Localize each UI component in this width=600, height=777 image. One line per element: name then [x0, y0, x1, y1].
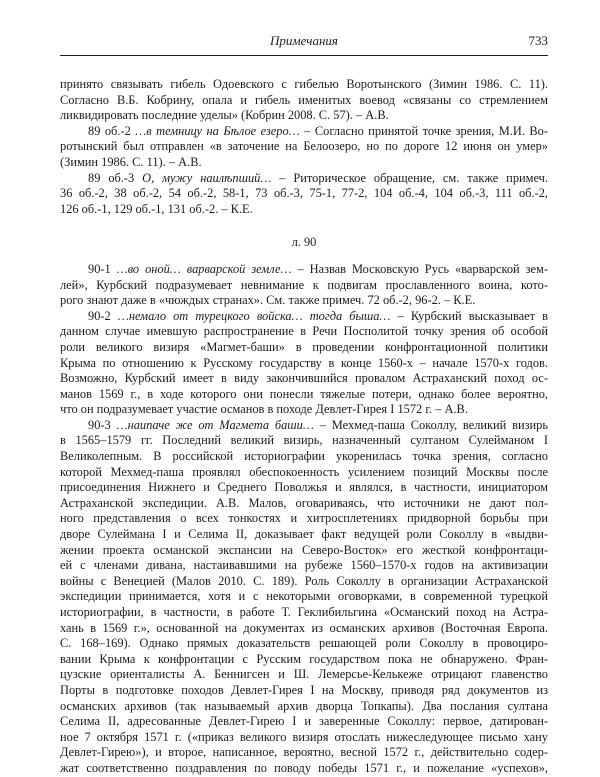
running-header-title: Примечания [270, 33, 338, 48]
text-line: ротынский был отправлен «в заточение на Белоозеро, но по дороге 12 июня он умер» [60, 139, 548, 154]
note-90-1 [60, 262, 548, 309]
text-line [60, 262, 548, 278]
note-quote: …во оной… варварской земле… [116, 261, 292, 276]
note-label: 90-2 [88, 308, 118, 323]
note-text: – Назвав Московскую Русь «варварской зем- [291, 261, 548, 276]
text-line: манов 1569 г., в ходе которого они понесли тяжелые потери, однако более вероятно, [60, 386, 548, 401]
text-line: Возможно, Курбский имеет в виду закончившийся провалом Астраханский поход ос- [60, 371, 548, 386]
note-quote: …в темницу на Бѣлое езеро… [135, 123, 300, 138]
text-line: ей с членами дивана, настаивавшими на рубеже 1560–1570-х годов на активизации [60, 558, 548, 573]
note-label: 90-1 [88, 261, 117, 276]
text-line [60, 309, 548, 325]
text-line: ное 7 октября 1571 г. («приказ великого визиря отослать нижеследующее письмо хану [60, 729, 548, 744]
text-line: Девлет-Гирею»), и второе, написанное, вероятно, весной 1572 г., действительно содер- [60, 745, 548, 760]
note-quote: О, мужу наилѣпший… [142, 170, 272, 185]
text-line: ликвидировать последние уделы» (Кобрин 2008. С. 57). – А.В. [60, 108, 389, 123]
note-quote: …наипаче же от Магмета баши… [116, 417, 314, 432]
text-line: вании Крыма к конфронтации с Русским государством пока не обнаружено. Фран- [60, 651, 548, 666]
running-header [60, 33, 548, 53]
text-line: рого знают даже в «чюждых странах». См. также примеч. 72 об.-2, 96-2. – К.Е. [60, 293, 476, 308]
text-line: Крыма по отношению к Русскому государству в конце 1560-х – начале 1570-х годов. [60, 355, 548, 370]
text-line: что он подразумевает участие османов в походе Девлет-Гирея I 1572 г. – А.В. [60, 402, 468, 417]
note-label: 90-3 [88, 417, 117, 432]
text-line: присоединения Нижнего и Среднего Поволжья и являлся, в частности, инициатором [60, 480, 548, 495]
text-line: роли великого визиря «Магмет-баши» в проведении конфронтационной политики [60, 339, 548, 354]
text-line: Селима II, адресованные Девлет-Гирею I и заверенные Соколлу: первое, датирован- [60, 714, 548, 729]
note-90-3 [60, 418, 548, 777]
text-line: османских архивов (так называемый архив дворца Топкапы). Два послания султана [60, 698, 548, 713]
header-rule [60, 55, 548, 56]
text-line: войны с Венецией (Малов 2010. С. 189). Роль Соколлу в организации Астраханской [60, 573, 548, 588]
text-line: экспедиции принимается, хотя и с некоторыми оговорками, в современной турецкой [60, 589, 548, 604]
text-line: жении проекта османской экспансии на Северо-Восток» его жесткой конфронтаци- [60, 542, 548, 557]
text-line: С. 168–169). Однако прямых доказательств решающей роли Соколлу в провоциро- [60, 636, 548, 651]
note-90-2 [60, 309, 548, 418]
note-89-2 [60, 124, 548, 171]
note-text: – Курбский высказывает в [390, 308, 549, 323]
text-line: в 1565–1579 гг. Последний великий визирь, назначенный султаном Сулейманом I [60, 433, 548, 448]
text-line: данном случае имевшую распространение в Речи Посполитой точку зрения об особой [60, 324, 548, 339]
text-line: жат соответственно поздравления по поводу победы 1571 г., и пожелание «успехов», [60, 760, 548, 775]
text-line: принято связывать гибель Одоевского с гибелью Воротынского (Зимин 1986. С. 11). [60, 77, 548, 91]
text-line: которой Мехмед-паша проявлял обеспокоенность усилением позиций Москвы после [60, 464, 548, 479]
text-line: историографии, в частности, в работе Т. Геклибильгина «Османский поход на Астра- [60, 605, 548, 619]
text-line [60, 418, 548, 434]
text-line: цузские ориенталисты А. Беннигсен и Ш. Лемерсье-Келькеже отрицают главенство [60, 667, 548, 682]
text-line: дворе Сулеймана I и Селима II, доказывает факт ведущей роли Соколлу в «выдви- [60, 527, 548, 542]
text-line: Согласно В.Б. Кобрину, опала и гибель именитых воевод «связаны со стремлением [60, 92, 548, 107]
note-label: 89 об.-3 [88, 170, 143, 185]
note-89-3 [60, 171, 548, 218]
text-line: хань в 1569 г.», основанной на документах из османских архивов (Восточная Европа. [60, 620, 548, 635]
note-text: – Мехмед-паша Соколлу, великий визирь [313, 417, 549, 432]
text-line: 126 об.-1, 129 об.-1, 131 об.-2. – К.Е. [60, 201, 253, 216]
note-text: – Согласно принятой точке зрения, М.И. Во- [299, 123, 548, 138]
text-line: Великолепным. В российской историографии укоренилась точка зрения, согласно [60, 449, 548, 464]
text-line [60, 171, 548, 187]
text-line [60, 124, 548, 140]
text-line: 36 об.-2, 38 об.-2, 54 об.-2, 58-1, 73 об.-3, 75-1, 77-2, 104 об.-4, 104 об.-3, 111 об.-2, [60, 186, 548, 201]
text-line: (Зимин 1986. С. 11). – А.В. [60, 154, 202, 169]
text-line: ного представления о всех тонкостях и хитросплетениях придворной борьбы при [60, 511, 548, 526]
note-text: – Риторическое обращение, см. также примеч. [271, 170, 549, 185]
note-quote: …немало от турецкого войска… тогда быша… [117, 308, 391, 323]
note-label: 89 об.-2 [88, 123, 136, 138]
text-line: лей», Курбский подразумевает невнимание к подвигам прославленного воина, кото- [60, 277, 548, 292]
section-heading: л. 90 [291, 235, 317, 250]
note-continuation [60, 77, 548, 124]
notes-body [60, 77, 548, 777]
text-line: Астраханской экспедиции. А.В. Малов, оговариваясь, что источники не дают пол- [60, 495, 548, 510]
page-number: 733 [528, 33, 548, 48]
text-line: Порты в подготовке походов Девлет-Гирея I на Москву, приводя ряд документов из [60, 682, 548, 697]
